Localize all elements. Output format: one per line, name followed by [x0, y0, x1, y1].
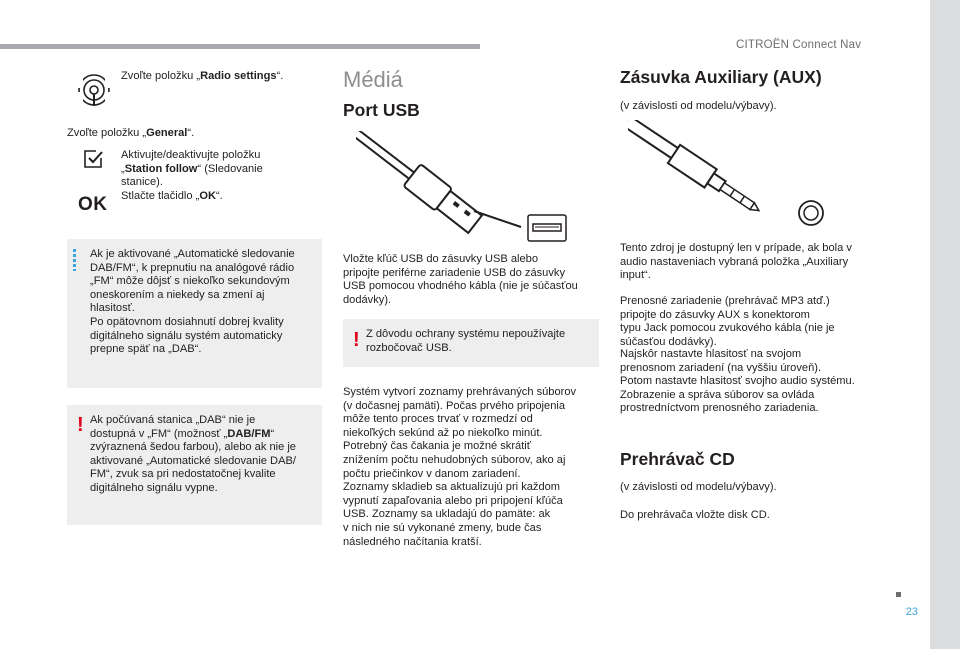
- page-number: 23: [905, 606, 918, 618]
- general-step: Zvoľte položku „General“.: [67, 127, 195, 139]
- warning-box-usb: [343, 319, 599, 367]
- aux-source-info: Tento zdroj je dostupný len v prípade, ak bola v audio nastaveniach vybraná položka „Auxiliary input“.: [620, 242, 852, 282]
- station-follow-step: Aktivujte/deaktivujte položku „Station follow“ (Sledovanie stanice). Stlačte tlačidlo „OK“.: [121, 149, 263, 202]
- aux-title: Zásuvka Auxiliary (AUX): [620, 67, 822, 87]
- warning-text-usb: Z dôvodu ochrany systému nepoužívajte rozbočovač USB.: [366, 328, 566, 354]
- info-icon: [73, 249, 76, 271]
- cd-instruction: Do prehrávača vložte disk CD.: [620, 509, 770, 521]
- warning-icon: !: [353, 329, 360, 351]
- usb-title: Port USB: [343, 100, 420, 120]
- cd-availability: (v závislosti od modelu/výbavy).: [620, 481, 777, 493]
- radio-icon: [76, 72, 112, 108]
- cd-title: Prehrávač CD: [620, 449, 735, 469]
- info-box: [67, 239, 322, 388]
- radio-settings-step: Zvoľte položku „Radio settings“.: [121, 70, 284, 82]
- jack-plug-illustration: [628, 120, 828, 230]
- aux-connect-info: Prenosné zariadenie (prehrávač MP3 atď.) pripojte do zásuvky AUX s konektorom typu Jack pomocou zvukového kábla (nie je súčasťou dodávky).: [620, 295, 835, 348]
- header-rule: [0, 44, 480, 49]
- playlist-info: Systém vytvorí zoznamy prehrávaných súborov (v dočasnej pamäti). Počas prvého pripojenia môže tento proces trvať v rozmedzí od niekoľkých sekúnd až po niekoľko minút. Potrebný čas čakania je možné skrátiť znížením počtu nehudobných súborov, ako aj počtu priečinkov v danom zariadení. Zoznamy skladieb sa aktualizujú pri každom vypnutí zapaľovania alebo pri pripojení kľúča USB. Zoznamy sa ukladajú do pamäte: ak v nich nie sú vykonané zmeny, bude čas následného načítania kratší.: [343, 386, 577, 548]
- checkbox-icon: [82, 148, 104, 170]
- usb-plug-illustration: [356, 131, 572, 245]
- aux-availability: (v závislosti od modelu/výbavy).: [620, 100, 777, 112]
- page-marker: [896, 592, 901, 597]
- ok-icon: OK: [78, 194, 108, 215]
- section-title-media: Médiá: [343, 67, 403, 92]
- aux-volume-info: Najskôr nastavte hlasitosť na svojom prenosnom zariadení (na vyššiu úroveň). Potom nastavte hlasitosť svojho audio systému. Zobrazenie a správa súborov sa ovláda prostredníctvom prenosného zariadenia.: [620, 348, 855, 415]
- usb-instructions: Vložte kľúč USB do zásuvky USB alebo pripojte periférne zariadenie USB do zásuvky USB pomocou vhodného kábla (nie je súčasťou dodávky).: [343, 253, 578, 306]
- brand-header: CITROËN Connect Nav: [736, 39, 862, 51]
- page-sidebar: [930, 0, 960, 649]
- warning-icon: !: [77, 414, 84, 436]
- warning-box-dab: [67, 405, 322, 525]
- warning-text-dab: Ak počúvaná stanica „DAB“ nie je dostupná v „FM“ (možnosť „DAB/FM“ zvýraznená šedou farbou), alebo ak nie je aktivované „Automatické sledovanie DAB/ FM“, zvuk sa pri nedostatočnej kvalite digitálneho signálu vypne.: [90, 414, 296, 494]
- info-text: Ak je aktivované „Automatické sledovanie DAB/FM“, k prepnutiu na analógové rádio „FM“ môže dôjsť s niekoľko sekundovým oneskorením a niekedy sa zmení aj hlasitosť. Po opätovnom dosiahnutí dobrej kvality digitálneho signálu systém automaticky prepne späť na „DAB“.: [90, 248, 295, 356]
